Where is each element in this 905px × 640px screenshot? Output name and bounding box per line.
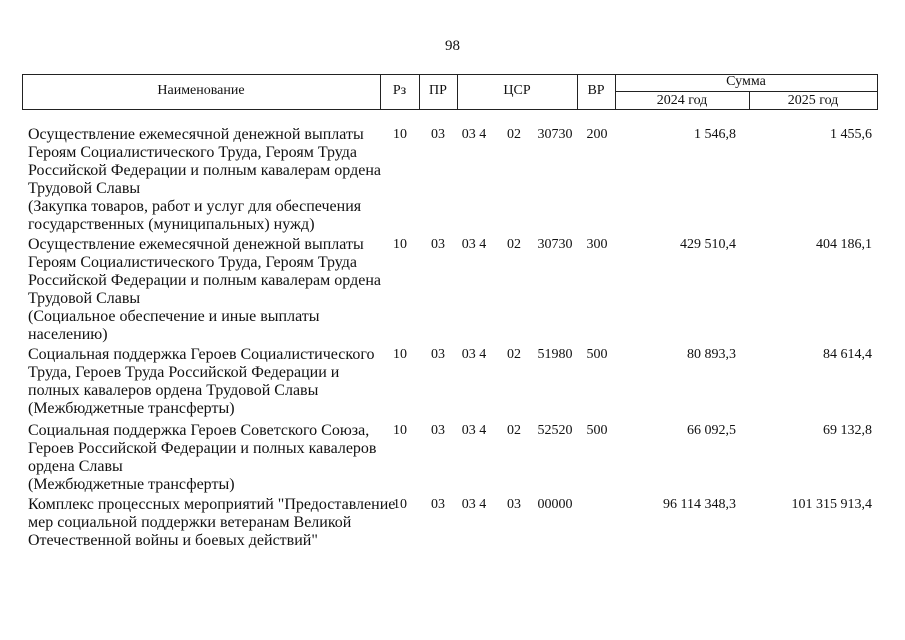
table-body [0,126,905,556]
row-vr: 300 [586,237,608,252]
row-csr-subprogram: 02 [507,237,521,252]
row-csr-subprogram: 02 [507,423,521,438]
row-name-line: Отечественной войны и боевых действий" [28,532,318,549]
header-year-2025: 2025 год [787,93,839,108]
row-sum-2025: 69 132,8 [823,423,872,438]
row-name-line: (Социальное обеспечение и иные выплаты [28,308,320,325]
row-vr: 500 [586,347,608,362]
row-name [0,236,380,344]
row-name [0,422,380,494]
row-name-line: Героям Социалистического Труда, Героям Труда [28,144,358,161]
header-rule-right [877,74,878,110]
row-name-line: Российской Федерации и полным кавалерам ордена [28,272,381,289]
row-sum-2025: 101 315 913,4 [791,497,872,512]
header-rz: Рз [392,83,407,98]
row-name-line: Труда, Героев Труда Российской Федерации и [28,364,340,381]
row-pr: 03 [431,423,445,438]
table-header [22,74,878,110]
row-rz: 10 [393,423,407,438]
row-csr-code: 51980 [537,347,573,362]
row-sum-2024: 1 546,8 [694,127,736,142]
row-csr-program: 03 4 [461,347,487,362]
row-name-line: Осуществление ежемесячной денежной выплаты [28,126,364,143]
row-name-line: Трудовой Славы [28,180,141,197]
row-pr: 03 [431,347,445,362]
row-name-line: населению) [28,326,108,343]
row-pr: 03 [431,497,445,512]
row-name-line: государственных (муниципальных) нужд) [28,216,315,233]
row-csr-program: 03 4 [461,423,487,438]
row-vr: 500 [586,423,608,438]
row-sum-2024: 96 114 348,3 [663,497,736,512]
row-csr-code: 52520 [537,423,573,438]
header-vr: ВР [587,83,605,98]
row-name-line: Осуществление ежемесячной денежной выплаты [28,236,364,253]
header-name: Наименование [157,83,245,98]
table-row [0,422,905,496]
row-csr-program: 03 4 [461,237,487,252]
row-name-line: (Межбюджетные трансферты) [28,400,235,417]
row-sum-2024: 66 092,5 [687,423,736,438]
row-name [0,346,380,418]
row-csr-subprogram: 02 [507,127,521,142]
row-name-line: Социальная поддержка Героев Советского Союза, [28,422,370,439]
header-csr: ЦСР [503,83,531,98]
row-sum-2024: 80 893,3 [687,347,736,362]
row-name-line: мер социальной поддержки ветеранам Великой [28,514,352,531]
row-csr-code: 30730 [537,127,573,142]
row-name-line: Комплекс процессных мероприятий "Предоставление [28,496,396,513]
table-row [0,236,905,346]
row-name [0,496,396,550]
row-rz: 10 [393,237,407,252]
row-sum-2025: 1 455,6 [830,127,872,142]
page-number: 98 [445,38,460,54]
row-csr-subprogram: 03 [507,497,521,512]
table-row [0,346,905,422]
row-pr: 03 [431,127,445,142]
header-sum-divider [615,91,878,92]
row-rz: 10 [393,497,407,512]
row-sum-2025: 404 186,1 [816,237,872,252]
row-pr: 03 [431,237,445,252]
header-pr: ПР [429,83,447,98]
row-vr: 200 [586,127,608,142]
table-row [0,496,905,556]
row-csr-program: 03 4 [461,127,487,142]
row-sum-2025: 84 614,4 [823,347,872,362]
row-name-line: полных кавалеров ордена Трудовой Славы [28,382,319,399]
row-csr-subprogram: 02 [507,347,521,362]
row-sum-2024: 429 510,4 [680,237,736,252]
row-csr-code: 30730 [537,237,573,252]
row-name-line: Российской Федерации и полным кавалерам ордена [28,162,381,179]
row-name-line: Героев Российской Федерации и полных кавалеров [28,440,377,457]
header-sum: Сумма [726,74,766,89]
row-name-line: Трудовой Славы [28,290,141,307]
row-rz: 10 [393,127,407,142]
row-name-line: ордена Славы [28,458,123,475]
table-row [0,126,905,236]
row-rz: 10 [393,347,407,362]
row-name-line: Социальная поддержка Героев Социалистического [28,346,375,363]
row-csr-program: 03 4 [461,497,487,512]
header-year-2024: 2024 год [656,93,708,108]
row-name-line: (Межбюджетные трансферты) [28,476,235,493]
row-csr-code: 00000 [537,497,573,512]
row-name [0,126,380,234]
row-name-line: Героям Социалистического Труда, Героям Труда [28,254,358,271]
row-name-line: (Закупка товаров, работ и услуг для обеспечения [28,198,362,215]
